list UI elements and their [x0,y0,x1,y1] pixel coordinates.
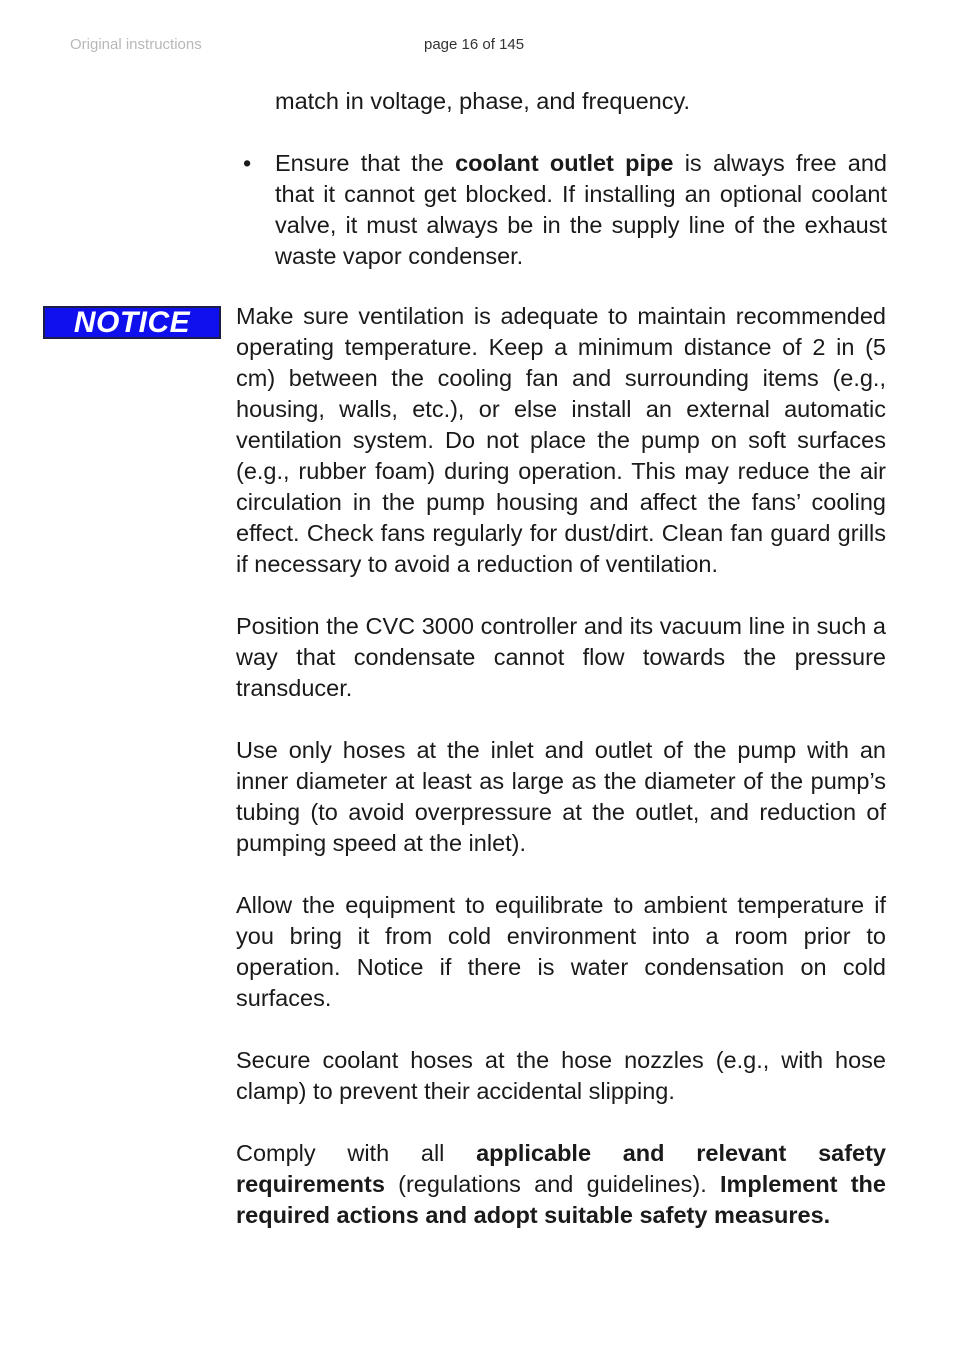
document-header-label: Original instructions [70,36,202,53]
paragraph-safety [236,1138,886,1231]
paragraph-hoses: Use only hoses at the inlet and outlet of the pump with an inner diameter at least as large as the diameter of the pump’s tubing (to avoid overpressure at the outlet, and reduction of pumping speed at the inlet). [236,737,886,856]
safety-bold-1: applicable and relevant safety requirements [236,1140,886,1197]
paragraph-controller: Position the CVC 3000 controller and its vacuum line in such a way that condensate cannot flow towards the pressure transducer. [236,613,886,701]
bullet-text [275,148,887,272]
bullet-text-pre: Ensure that the [275,150,456,176]
paragraph-ventilation: Make sure ventilation is adequate to maintain recommended operating temperature. Keep a minimum distance of 2 in (5 cm) between the cooling fan and surrounding items (e.g., housing, walls, etc.), or else install an external automatic ventilation system. Do not place the pump on soft surfaces (e.g., rubber foam) during operation. This may reduce the air circulation in the pump housing and affect the fans’ cooling effect. Check fans regularly for dust/dirt. Clean fan guard grills if necessary to avoid a reduction of ventilation. [236,303,886,577]
notice-label: NOTICE [73,305,191,339]
paragraph-coolant-hoses: Secure coolant hoses at the hose nozzles (e.g., with hose clamp) to prevent their accidental slipping. [236,1047,886,1104]
safety-bold-2: Implement the required actions and adopt suitable safety measures. [236,1171,886,1228]
continuation-text: match in voltage, phase, and frequency. [275,88,690,114]
paragraph-equilibrate: Allow the equipment to equilibrate to ambient temperature if you bring it from cold environment into a room prior to operation. Notice if there is water condensation on cold surfaces. [236,892,886,1011]
bullet-text-bold: coolant outlet pipe [455,150,674,176]
bullet-text-post: is always free and that it cannot get blocked. If installing an optional coolant valve, it must always be in the supply line of the exhaust waste vapor condenser. [275,150,887,269]
notice-body [236,301,886,1262]
bullet-marker: • [243,150,252,176]
safety-mid: (regulations and guidelines). [384,1171,720,1197]
safety-pre: Comply with all [236,1140,477,1166]
page-number: page 16 of 145 [424,36,525,53]
notice-badge [43,306,221,339]
